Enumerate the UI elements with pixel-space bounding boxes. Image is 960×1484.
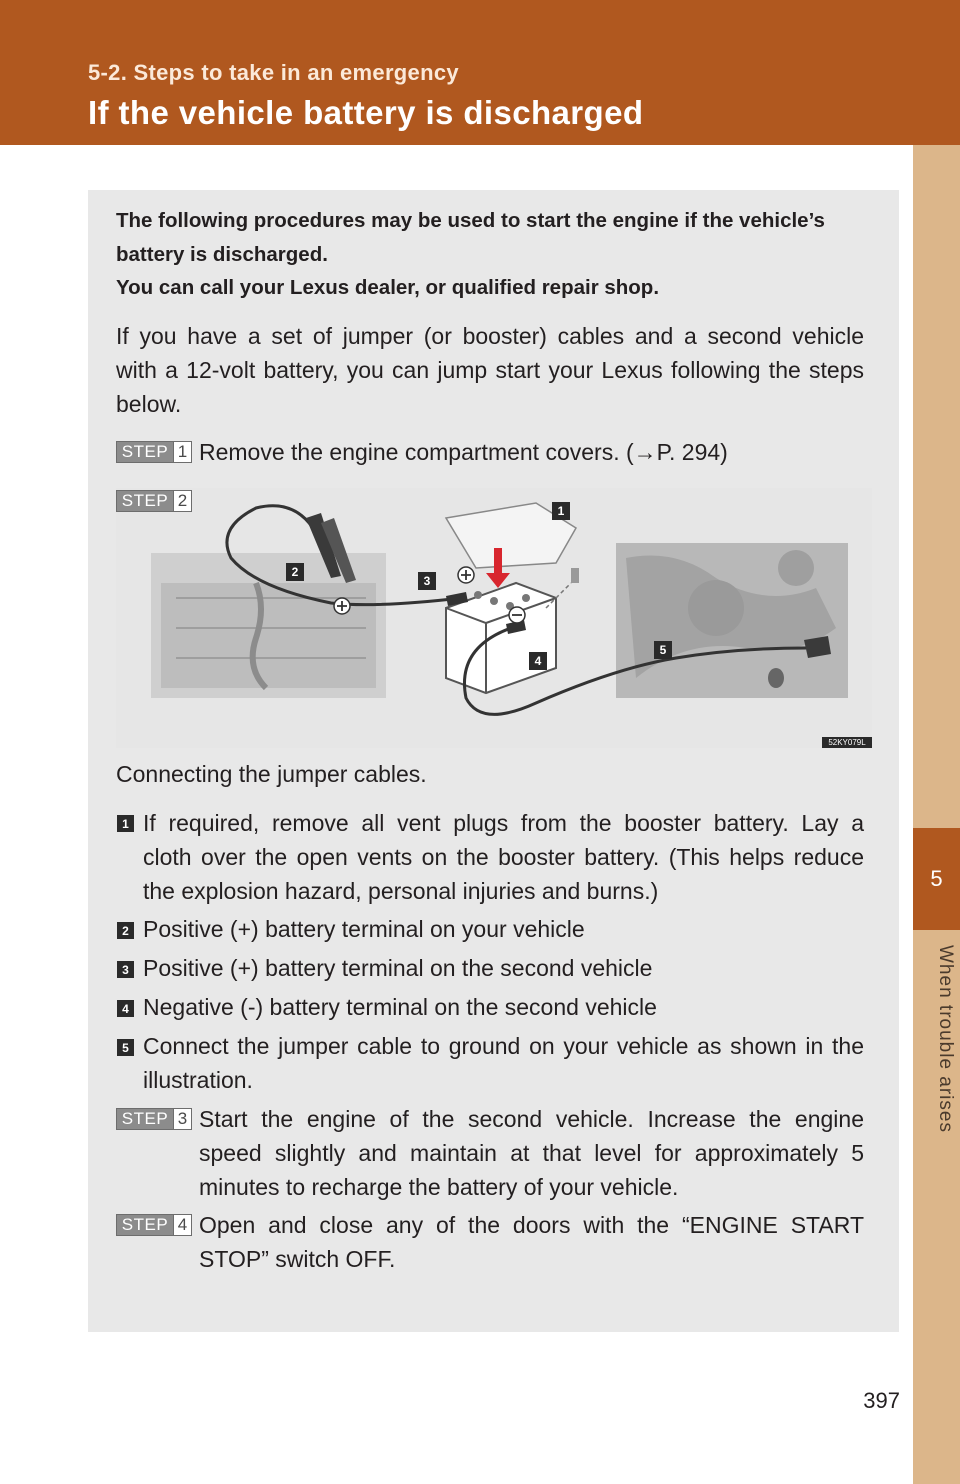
body-line: If you have a set of jumper (or booster) cables and a second vehicle (116, 323, 864, 349)
item-2-marker: 2 (117, 922, 134, 939)
page-number: 397 (863, 1388, 900, 1413)
body-line: with a 12-volt battery, you can jump start your Lexus following the steps (116, 357, 864, 383)
item-4-marker: 4 (117, 1000, 134, 1017)
intro-line: The following procedures may be used to start the engine if the vehicle’s (116, 209, 825, 232)
intro-line: battery is discharged. (116, 243, 328, 266)
chapter-title: When trouble arises (935, 945, 956, 1133)
item-3-text: Positive (+) battery terminal on the second vehicle (143, 955, 653, 981)
chapter-number-tab[interactable]: 5 (913, 828, 960, 930)
step-3-text: speed slightly and maintain at that level for approximately 5 (199, 1140, 864, 1166)
item-1-text: the explosion hazard, personal injuries and burns.) (143, 878, 659, 904)
illustration-code: 52KY079L (822, 737, 872, 748)
callout-3: 3 (418, 572, 436, 590)
callout-2: 2 (286, 563, 304, 581)
callout-4: 4 (529, 652, 547, 670)
item-5-text: Connect the jumper cable to ground on your vehicle as shown in the (143, 1033, 864, 1059)
step-2-text: Connecting the jumper cables. (116, 761, 427, 787)
step-4-text: STOP” switch OFF. (199, 1246, 396, 1272)
item-1-text: If required, remove all vent plugs from the booster battery. Lay a (143, 810, 864, 836)
callout-5: 5 (654, 641, 672, 659)
body-line: below. (116, 391, 182, 417)
item-5-text: illustration. (143, 1067, 253, 1093)
step-3-text: minutes to recharge the battery of your vehicle. (199, 1174, 679, 1200)
page-header (0, 0, 960, 145)
callout-1: 1 (552, 502, 570, 520)
step-4-badge: STEP 4 (116, 1214, 192, 1236)
content-panel (88, 190, 899, 1332)
intro-line: You can call your Lexus dealer, or qualified repair shop. (116, 276, 660, 299)
section-label: 5-2. Steps to take in an emergency (88, 60, 459, 85)
step-3-badge: STEP 3 (116, 1108, 192, 1130)
item-3-marker: 3 (117, 961, 134, 978)
item-2-text: Positive (+) battery terminal on your vehicle (143, 916, 585, 942)
item-4-text: Negative (-) battery terminal on the second vehicle (143, 994, 657, 1020)
item-1-text: cloth over the open vents on the booster battery. (This helps reduce (143, 844, 864, 870)
step-4-text: Open and close any of the doors with the “ENGINE START (199, 1212, 864, 1238)
step-3-text: Start the engine of the second vehicle. Increase the engine (199, 1106, 864, 1132)
item-1-marker: 1 (117, 815, 134, 832)
page-title: If the vehicle battery is discharged (88, 94, 644, 131)
jump-start-diagram (116, 488, 872, 748)
step-1-text: Remove the engine compartment covers. (→P. 294) (199, 439, 728, 465)
step-1-badge: STEP 1 (116, 441, 192, 463)
jumper-cable-illustration (116, 488, 872, 748)
item-5-marker: 5 (117, 1039, 134, 1056)
chapter-sidebar (913, 145, 960, 1484)
step-2-badge: STEP 2 (116, 490, 192, 512)
